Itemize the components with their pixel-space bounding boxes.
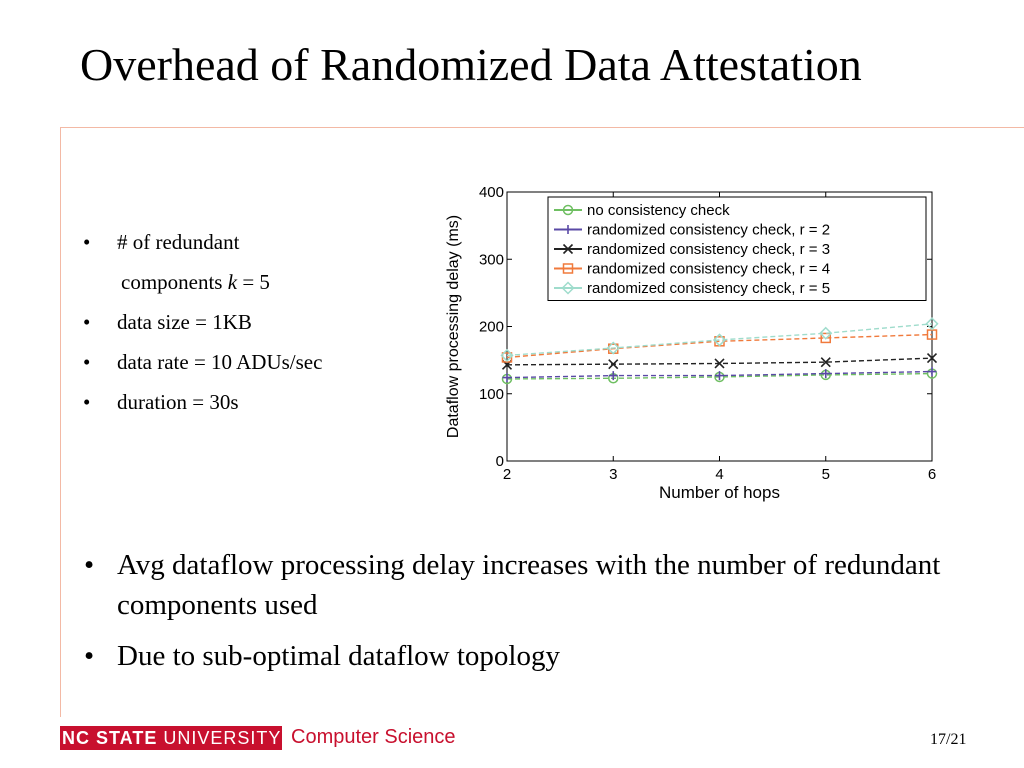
title-divider	[60, 127, 1024, 128]
parameter-text: components	[121, 270, 228, 294]
data-series	[503, 354, 937, 370]
data-point	[609, 371, 618, 380]
x-tick-label: 3	[609, 466, 618, 483]
parameter-text: data rate = 10 ADUs/sec	[117, 350, 323, 374]
x-tick-label: 6	[927, 466, 937, 483]
parameter-text: data size = 1KB	[117, 310, 252, 334]
parameter-item	[80, 228, 410, 268]
slide-title: Overhead of Randomized Data Attestation	[80, 39, 862, 90]
y-tick-label: 200	[478, 318, 504, 336]
parameter-item	[80, 308, 410, 348]
x-axis-label: Number of hops	[659, 483, 780, 502]
delay-chart	[432, 172, 952, 502]
footer	[0, 722, 1024, 752]
data-point	[503, 373, 512, 382]
university-logo	[60, 726, 282, 750]
finding-item: • Avg dataflow processing delay increases with the number of redundant components used	[80, 545, 970, 625]
y-tick-label: 400	[478, 184, 504, 201]
parameter-item-continued	[80, 268, 410, 308]
series-line	[507, 324, 932, 356]
legend-label: randomized consistency check, r = 3	[587, 241, 831, 258]
parameter-item	[80, 348, 410, 388]
data-series	[502, 318, 938, 361]
department-name: Computer Science	[291, 726, 456, 748]
parameter-text: # of redundant	[117, 230, 240, 254]
x-tick-label: 5	[821, 466, 830, 483]
legend-label: randomized consistency check, r = 2	[587, 221, 831, 239]
left-divider	[60, 127, 61, 717]
finding-item: • Due to sub-optimal dataflow topology	[80, 636, 970, 676]
y-axis-label: Dataflow processing delay (ms)	[445, 214, 462, 439]
parameter-item	[80, 388, 410, 428]
findings-list	[80, 545, 970, 687]
chart-legend	[548, 197, 926, 301]
x-tick-label: 2	[502, 466, 512, 483]
x-tick-label: 4	[715, 466, 724, 483]
data-point	[715, 371, 724, 380]
logo-text: UNIVERSITY	[163, 728, 282, 748]
legend-label: randomized consistency check, r = 5	[587, 280, 831, 297]
data-point	[928, 367, 937, 376]
page-number: 17/21	[930, 731, 967, 748]
y-tick-label: 300	[478, 251, 504, 269]
parameter-text: duration = 30s	[117, 390, 239, 414]
parameter-text: = 5	[237, 270, 270, 294]
data-point	[609, 360, 618, 369]
y-tick-label: 100	[478, 385, 504, 403]
data-point	[821, 369, 830, 378]
y-tick-label: 0	[495, 453, 504, 470]
logo-text-strong: NC STATE	[62, 728, 158, 748]
parameter-list	[80, 228, 410, 428]
parameter-variable: k	[227, 270, 238, 294]
legend-label: no consistency check	[587, 202, 730, 219]
legend-label: randomized consistency check, r = 4	[587, 260, 831, 278]
